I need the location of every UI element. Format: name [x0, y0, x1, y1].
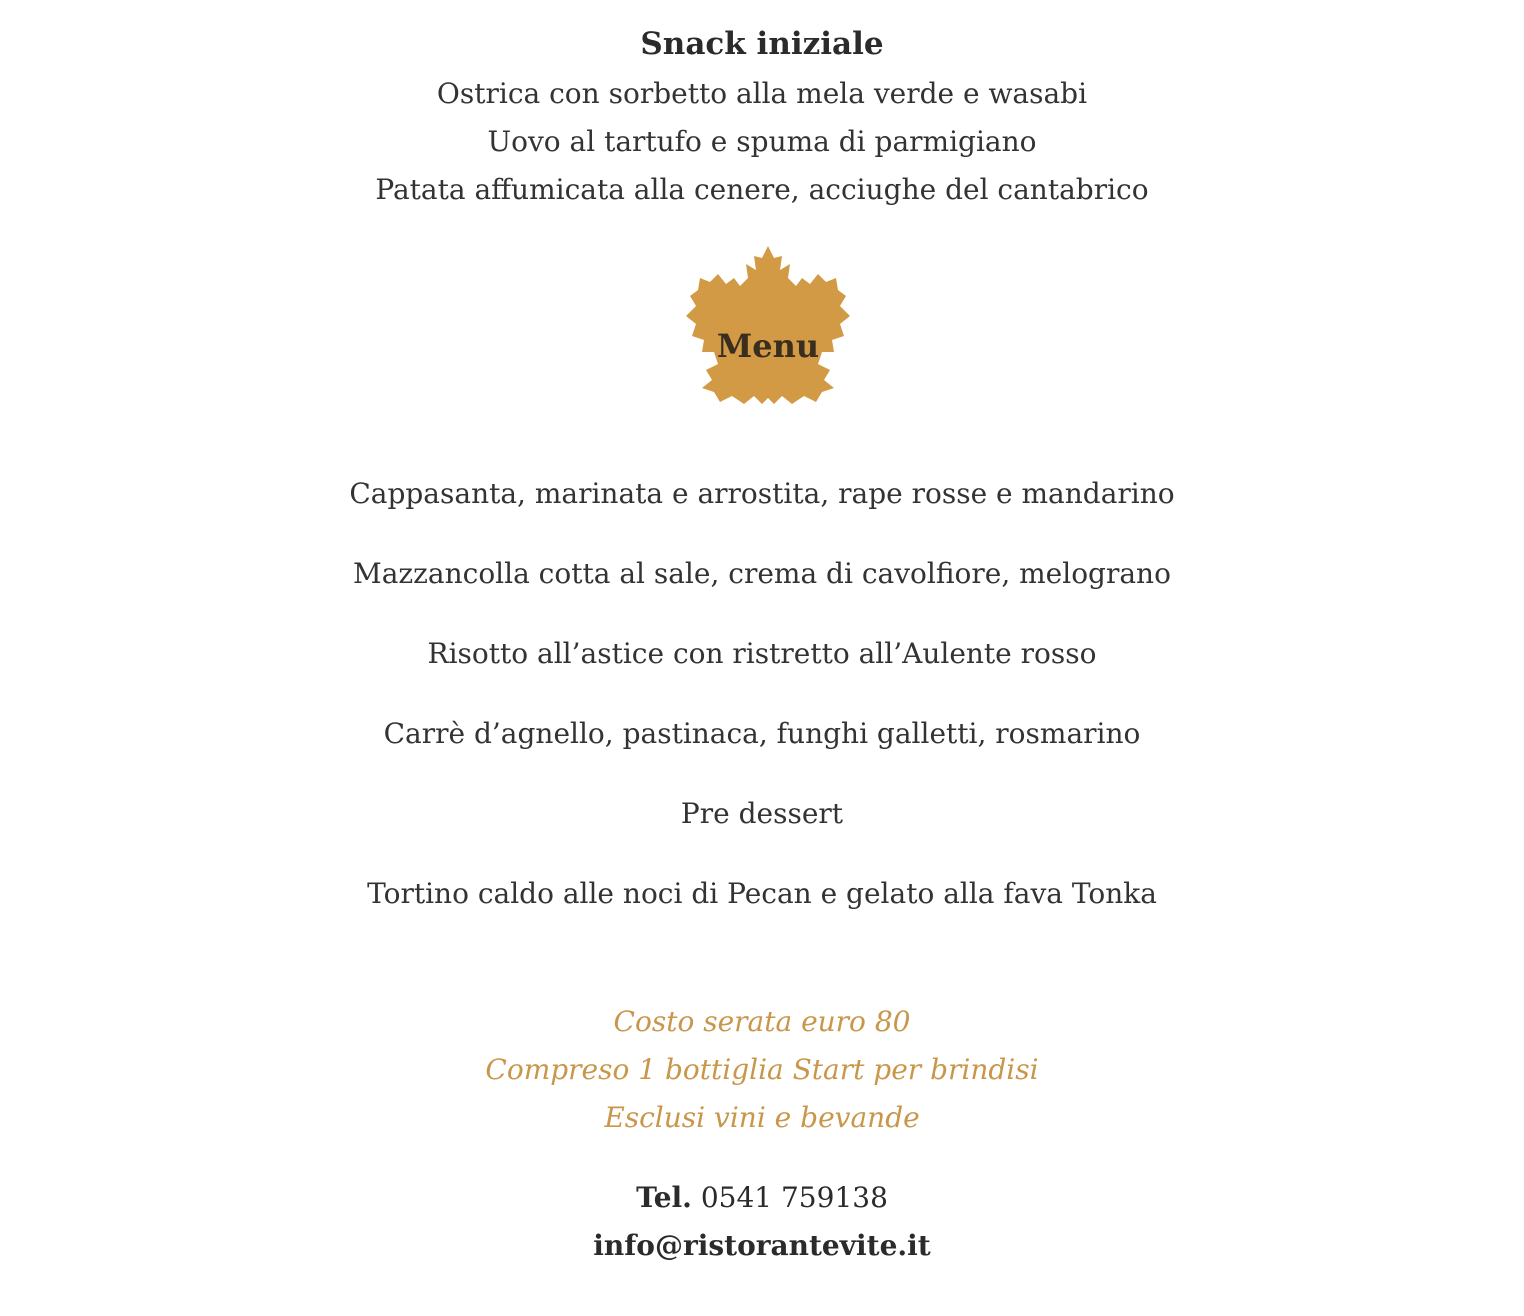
menu-item: Pre dessert — [680, 797, 844, 830]
phone-line — [0, 1174, 1524, 1222]
menu-item: Carrè d’agnello, pastinaca, funghi galletti, rosmarino — [383, 717, 1141, 750]
phone-label: Tel. — [636, 1181, 692, 1214]
menu-item: Cappasanta, marinata e arrostita, rape rosse e mandarino — [349, 477, 1175, 510]
snack-title: Snack iniziale — [640, 26, 884, 62]
menu-item: Tortino caldo alle noci di Pecan e gelato alla fava Tonka — [367, 877, 1157, 910]
menu-item: Risotto all’astice con ristretto all’Aulente rosso — [427, 637, 1097, 670]
snack-item: Patata affumicata alla cenere, acciughe del cantabrico — [375, 173, 1149, 206]
snack-item: Ostrica con sorbetto alla mela verde e wasabi — [436, 77, 1088, 110]
menu-logo-label: Menu — [716, 327, 820, 365]
included-line: Compreso 1 bottiglia Start per brindisi — [485, 1053, 1039, 1086]
menu-logo — [684, 244, 852, 410]
snack-item: Uovo al tartufo e spuma di parmigiano — [487, 125, 1037, 158]
excluded-line: Esclusi vini e bevande — [604, 1101, 920, 1134]
menu-item: Mazzancolla cotta al sale, crema di cavolfiore, melograno — [353, 557, 1171, 590]
phone-number[interactable]: 0541 759138 — [691, 1181, 888, 1214]
email-link[interactable]: info@ristorantevite.it — [593, 1229, 931, 1262]
price-line: Costo serata euro 80 — [613, 1005, 911, 1038]
